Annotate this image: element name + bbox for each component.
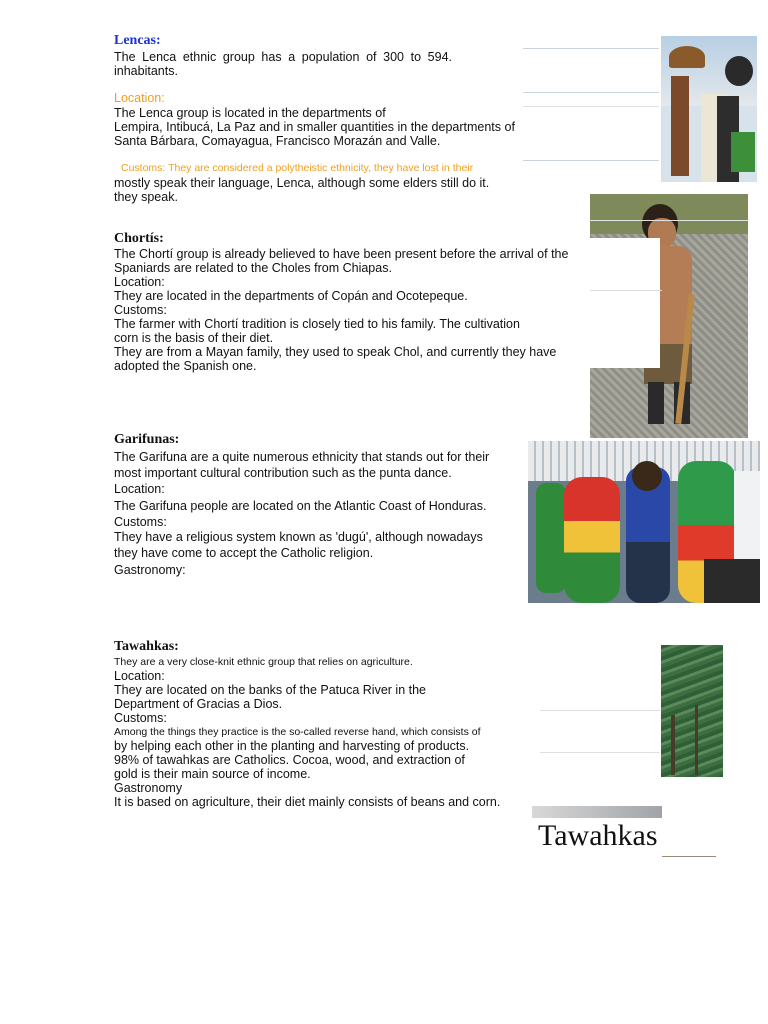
- tawahkas-location-line2: Department of Gracias a Dios.: [114, 697, 283, 711]
- tawahkas-location-line1: They are located on the banks of the Patuca River in the: [114, 683, 426, 697]
- garifunas-customs-label: Customs:: [114, 515, 167, 529]
- garifunas-gastronomy-label: Gastronomy:: [114, 563, 186, 577]
- tawahkas-gastronomy-text: It is based on agriculture, their diet mainly consists of beans and corn.: [114, 795, 501, 809]
- chortis-location-label: Location:: [114, 275, 165, 289]
- chortis-customs-label: Customs:: [114, 303, 167, 317]
- tawahkas-photo: [661, 645, 723, 777]
- chortis-heading: Chortís:: [114, 231, 164, 246]
- tawahkas-image-caption: Tawahkas: [538, 819, 658, 852]
- chortis-location-text: They are located in the departments of Copán and Ocotepeque.: [114, 289, 468, 303]
- tawahkas-photo-streak: [540, 710, 660, 711]
- tawahkas-location-label: Location:: [114, 669, 165, 683]
- lencas-heading: Lencas:: [114, 33, 161, 48]
- garifunas-location-text: The Garifuna people are located on the Atlantic Coast of Honduras.: [114, 499, 487, 513]
- chortis-line1: The Chortí group is already believed to have been present before the arrival of the: [114, 247, 569, 261]
- garifunas-location-label: Location:: [114, 482, 165, 496]
- chortis-customs-line3: They are from a Mayan family, they used to speak Chol, and currently they have: [114, 345, 557, 359]
- lencas-language-line2: they speak.: [114, 190, 178, 204]
- tawahkas-photo-fragment: [532, 806, 662, 818]
- chortis-photo-streak: [590, 220, 748, 221]
- chortis-photo-cutout: [590, 238, 660, 368]
- lencas-photo-streak: [523, 92, 659, 93]
- garifunas-customs-line2: they have come to accept the Catholic religion.: [114, 546, 374, 560]
- garifunas-heading: Garifunas:: [114, 432, 180, 447]
- tawahkas-photo-streak: [540, 752, 660, 753]
- lencas-population-line1: The Lenca ethnic group has a population of 300 to 594.: [114, 50, 452, 64]
- lencas-customs-line: Customs: They are considered a polytheistic ethnicity, they have lost in their: [121, 162, 474, 174]
- lencas-location-label: Location:: [114, 91, 165, 105]
- lencas-population-line2: inhabitants.: [114, 64, 178, 78]
- chortis-customs-line2: corn is the basis of their diet.: [114, 331, 274, 345]
- tawahkas-caption-underline: [662, 856, 716, 857]
- tawahkas-intro: They are a very close-knit ethnic group that relies on agriculture.: [114, 656, 413, 668]
- garifunas-customs-line1: They have a religious system known as 'dugú', although nowadays: [114, 530, 483, 544]
- tawahkas-gastronomy-label: Gastronomy: [114, 781, 183, 795]
- chortis-customs-line1: The farmer with Chortí tradition is closely tied to his family. The cultivation: [114, 317, 520, 331]
- chortis-line2: Spaniards are related to the Choles from Chiapas.: [114, 261, 392, 275]
- lencas-photo-streak: [523, 160, 659, 161]
- tawahkas-customs-label: Customs:: [114, 711, 167, 725]
- tawahkas-customs-line1: Among the things they practice is the so-called reverse hand, which consists of: [114, 726, 481, 738]
- tawahkas-customs-line4: gold is their main source of income.: [114, 767, 311, 781]
- tawahkas-customs-line3: 98% of tawahkas are Catholics. Cocoa, wood, and extraction of: [114, 753, 465, 767]
- lencas-location-line1: The Lenca group is located in the departments of: [114, 106, 386, 120]
- lencas-photo-streak: [523, 106, 659, 107]
- garifunas-photo: [528, 441, 760, 603]
- garifunas-line2: most important cultural contribution such as the punta dance.: [114, 466, 452, 480]
- lencas-language-line1: mostly speak their language, Lenca, although some elders still do it.: [114, 176, 490, 190]
- chortis-customs-line4: adopted the Spanish one.: [114, 359, 257, 373]
- lencas-photo-streak: [523, 48, 659, 49]
- tawahkas-heading: Tawahkas:: [114, 639, 179, 654]
- lencas-photo: [661, 36, 757, 182]
- tawahkas-customs-line2: by helping each other in the planting and harvesting of products.: [114, 739, 470, 753]
- lencas-location-line2: Lempira, Intibucá, La Paz and in smaller quantities in the departments of: [114, 120, 515, 134]
- garifunas-line1: The Garifuna are a quite numerous ethnicity that stands out for their: [114, 450, 490, 464]
- chortis-photo-streak: [590, 290, 662, 291]
- lencas-location-line3: Santa Bárbara, Comayagua, Francisco Morazán and Valle.: [114, 134, 441, 148]
